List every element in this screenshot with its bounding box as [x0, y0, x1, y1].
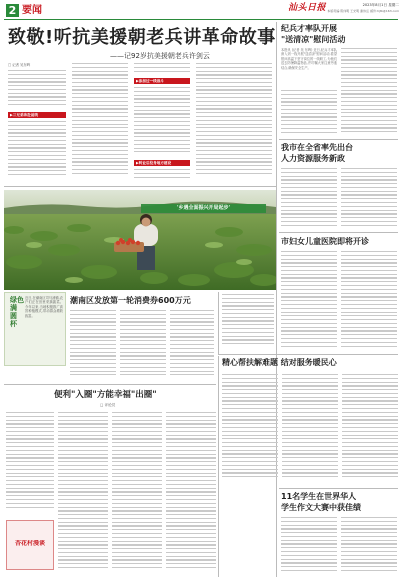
story4-text-col2 [282, 374, 338, 484]
bottom-divider [218, 356, 219, 577]
story3-text-col1 [281, 251, 337, 351]
story6-text-col2 [120, 310, 166, 380]
story7-text-col4 [166, 412, 216, 574]
story3-text-col2 [341, 251, 397, 351]
story4-text-col1 [222, 374, 278, 484]
story2-text-col2 [341, 168, 397, 228]
story2-headline-2: 人力资源服务新政 [281, 154, 345, 163]
story7-text-col2 [58, 412, 108, 574]
main-story-text-col1b [8, 121, 66, 181]
story6-text-col3 [170, 310, 214, 380]
story7-byline: □ 评论员 [100, 403, 116, 407]
header-rule [4, 19, 398, 20]
sidebar-text-col1 [281, 90, 337, 136]
main-story-text-col3 [134, 63, 190, 75]
story6-text-col1 [70, 310, 116, 380]
section-name: 要闻 [22, 5, 42, 16]
main-story-text-col2 [72, 63, 128, 181]
story5-headline: 11名学生在世界华人 [281, 492, 357, 501]
story5-text-col1 [281, 517, 337, 575]
right-rule-3 [218, 354, 398, 355]
story4-headline: 精心帮扶解难题 结对服务暖民心 [222, 358, 337, 367]
story6-headline: 潮南区发放第一轮消费券600万元 [70, 296, 191, 305]
sidebar-headline: 纪兵才率队开展 [281, 24, 337, 33]
sidebar-text-col2 [341, 48, 397, 136]
right-rule-4 [279, 488, 398, 489]
main-story-text-col4 [196, 63, 272, 181]
story7-text-col1 [6, 412, 54, 512]
photo-top-rule [4, 186, 276, 187]
subhead-2: ▶参加过一线战斗 [134, 78, 190, 84]
side-caption-title: 绿色 满 圆 杯 [10, 296, 24, 328]
story5-text-col2 [341, 517, 397, 575]
main-byline: □ 记者 吴东晖 [8, 63, 31, 67]
story3-headline: 市妇女儿童医院即将开诊 [281, 237, 369, 246]
main-subheadline: ——记92岁抗美援朝老兵许剑云 [110, 52, 210, 60]
editor-line: 本版责编:陈伟明 王光明 谢伟岳 邮件:hjtb@163.com [327, 9, 399, 13]
subhead-3: ▶转业后投身地方建设 [134, 160, 190, 166]
story5-headline-2: 学生作文大赛中获佳绩 [281, 503, 361, 512]
page-number: 2 [8, 4, 17, 17]
story7-headline: 便利"入圈"方能幸福"出圈" [54, 390, 157, 400]
main-story-text-col3c [134, 169, 190, 182]
subhead-1: ▶三兄弟奔赴前线 [8, 112, 66, 118]
photo-caption-text: '乡遇全面振兴开局起步' [176, 205, 231, 211]
column-divider [276, 22, 277, 577]
story2-headline: 我市在全省率先出台 [281, 143, 353, 152]
sidebar-paragraph: 本报讯 (记者 吴 东晖) 近日,纪兵才率队深入到一线开展"送清凉"慰问活动,看望慰问高温下坚守岗位的一线职工,为他们送去防暑降温物品,并叮嘱大家注意劳逸结合,确保安全生产。 [281, 48, 337, 70]
masthead-logo: 汕头日报 [288, 3, 327, 13]
right-rule-2 [279, 232, 398, 233]
story7-text-col3 [112, 412, 162, 574]
main-story-text-col1 [8, 70, 66, 110]
side-caption-body: 近日,在潮南区司马浦镇,农户们正在田里采摘蔬菜。今年以来,当地积极推广高效种植模式,带动群众增收致富。 [25, 296, 63, 318]
issue-date: 2023年8月1日 星期二 [362, 3, 399, 7]
story7-top-rule [4, 384, 216, 385]
column-logo-text: 杏花村漫谈 [14, 540, 45, 547]
story6-text-col4 [222, 294, 274, 350]
story2-text-col1 [281, 168, 337, 228]
story4-text-col3 [342, 374, 398, 484]
right-rule-1 [279, 139, 398, 140]
main-headline: 致敬!听抗美援朝老兵讲革命故事 [8, 27, 276, 48]
main-story-text-col3b [134, 87, 190, 157]
sidebar-headline-2: "送清凉"慰问活动 [281, 35, 346, 44]
photo-zone-divider [218, 292, 219, 354]
